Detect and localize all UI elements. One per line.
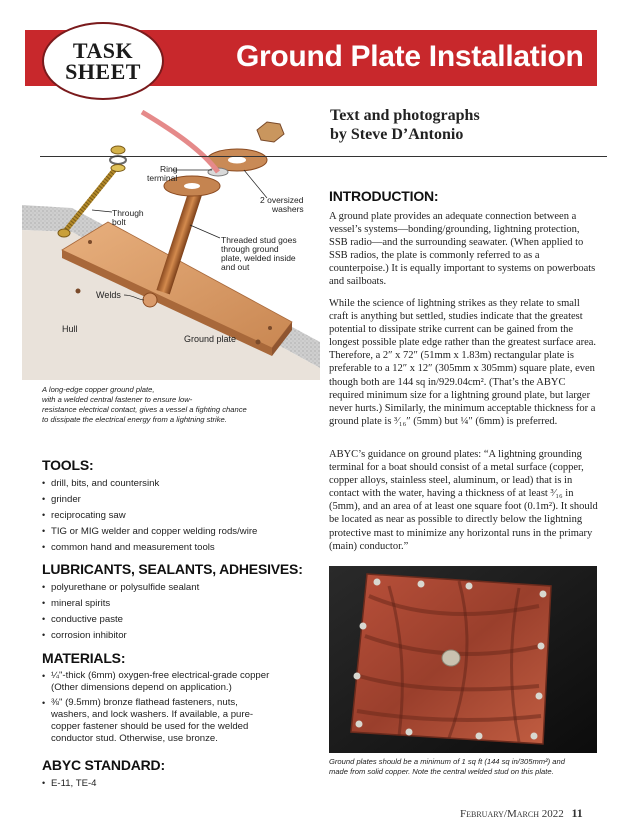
materials-item-2-line-3: copper fastener should be used for the welded xyxy=(51,721,249,732)
label-through-bolt-2: bolt xyxy=(112,217,126,227)
byline-line-1: Text and photographs xyxy=(330,107,480,124)
list-item: • reciprocating saw xyxy=(42,509,312,522)
tools-list xyxy=(42,477,312,557)
center-stud xyxy=(442,650,460,666)
label-hull: Hull xyxy=(62,324,78,334)
page-title: Ground Plate Installation xyxy=(236,40,584,73)
list-item: • mineral spirits xyxy=(42,597,312,610)
label-stud-1: Threaded stud goes xyxy=(221,235,297,245)
materials-item-2-line-2: washers, and lock washers. If available, a pure- xyxy=(51,709,254,720)
materials-list xyxy=(42,670,312,748)
list-item: • TIG or MIG welder and copper welding rods/wire xyxy=(42,525,312,538)
intro-paragraph-2: While the science of lightning strikes as they relate to small craft is anything but settled, studies indicate that the greatest potential to dissipate strike current can be gained from the longest possible plate edge rather than the greatest surface area. Therefore, a 2″ x 72″ (51mm x 1.83m) rectangular plate is preferable to a 12″ x 12″ (305mm x 305mm) square plate, even though both are 144 sq in/929.04cm². (That’s the ABYC required minimum size for a lightning ground plate, but larger never hurts.) Similarly, the minimum acceptable thickness for a ground plate is ³⁄₁₆″ (5mm) but ¼″ (6mm) is preferred. xyxy=(329,298,597,427)
materials-item-2-line-1: • ⅜" (9.5mm) bronze flathead fasteners, nuts, xyxy=(51,697,238,708)
issue-date: February/March 2022 xyxy=(460,808,564,820)
list-item: • polyurethane or polysulfide sealant xyxy=(42,581,312,594)
photo-caption-line-2: made from solid copper. Note the central welded stud on this plate. xyxy=(329,767,554,776)
abyc-heading: ABYC STANDARD: xyxy=(42,757,165,773)
materials-item-2-line-4: conductor stud. Otherwise, use bronze. xyxy=(51,733,218,744)
introduction-heading: INTRODUCTION: xyxy=(329,188,439,204)
illustration-caption-line-1: A long-edge copper ground plate, xyxy=(42,385,155,394)
list-item: • drill, bits, and countersink xyxy=(42,477,312,490)
label-through-bolt-1: Through xyxy=(112,208,144,218)
illustration-caption xyxy=(42,385,282,425)
badge-line-1: TASK xyxy=(72,38,134,63)
abyc-list xyxy=(42,777,312,793)
label-oversized-2: washers xyxy=(272,204,304,214)
byline xyxy=(330,106,600,144)
label-stud-4: and out xyxy=(221,262,250,272)
byline-rule xyxy=(40,156,607,157)
list-item xyxy=(42,670,312,694)
intro-paragraph-3: ABYC’s guidance on ground plates: “A lightning grounding terminal for a boat should consist of a metal surface (copper, copper alloys, stainless steel, aluminum, or lead) that is in contact with the water, having a thickness of at least ³⁄₁₆ in (5mm), and an area of at least one square foot (0.1m²). It should be located as near as possible to directly below the lightning protective mast to minimize any horizontal runs in the primary (main) conductor.” xyxy=(329,449,598,552)
lubricants-heading: LUBRICANTS, SEALANTS, ADHESIVES: xyxy=(42,561,303,577)
intro-paragraph-1: A ground plate provides an adequate connection between a vessel’s systems—bonding/grounding, lightning protection, SSB radio—and the surrounding seawater. (When applied to SSB radios, the plate is commonly referred to as a counterpoise.) It is equally important to systems on powerboats and sailboats. xyxy=(329,211,596,288)
page-number: 11 xyxy=(571,806,583,820)
task-sheet-badge xyxy=(42,22,164,100)
label-oversized-1: 2 oversized xyxy=(260,195,304,205)
weld xyxy=(143,293,157,307)
ground-plate-photo xyxy=(329,566,597,753)
lubricants-list xyxy=(42,581,312,645)
photo-caption xyxy=(329,757,599,777)
page-folio xyxy=(460,806,583,821)
photo-caption-line-1: Ground plates should be a minimum of 1 sq ft (144 sq in/305mm²) and xyxy=(329,757,565,766)
list-item: • common hand and measurement tools xyxy=(42,541,312,554)
list-item: • corrosion inhibitor xyxy=(42,629,312,642)
list-item: • E-11, TE-4 xyxy=(42,777,312,790)
illustration-caption-line-4: to dissipate the electrical energy from a lightning strike. xyxy=(42,415,227,424)
list-item xyxy=(42,697,312,745)
badge-line-2: SHEET xyxy=(65,59,141,84)
list-item: • grinder xyxy=(42,493,312,506)
illustration-caption-line-2: with a welded central fastener to ensure low- xyxy=(42,395,193,404)
stud-nut xyxy=(257,122,284,142)
materials-item-1-line-2: (Other dimensions depend on application.) xyxy=(51,682,232,693)
label-ground-plate: Ground plate xyxy=(184,334,237,344)
label-ring-terminal-1: Ring xyxy=(160,164,178,174)
label-stud-3: plate, welded inside xyxy=(221,253,296,263)
conductor-wire xyxy=(142,112,218,172)
label-ring-terminal-2: terminal xyxy=(147,173,178,183)
list-item: • conductive paste xyxy=(42,613,312,626)
materials-heading: MATERIALS: xyxy=(42,650,126,666)
illustration-caption-line-3: resistance electrical contact, gives a vessel a fighting chance xyxy=(42,405,247,414)
byline-line-2: by Steve D’Antonio xyxy=(330,126,464,143)
label-stud-2: through ground xyxy=(221,244,279,254)
materials-item-1-line-1: • ¼"-thick (6mm) oxygen-free electrical-grade copper xyxy=(51,670,270,681)
tools-heading: TOOLS: xyxy=(42,457,94,473)
label-welds: Welds xyxy=(96,290,121,300)
